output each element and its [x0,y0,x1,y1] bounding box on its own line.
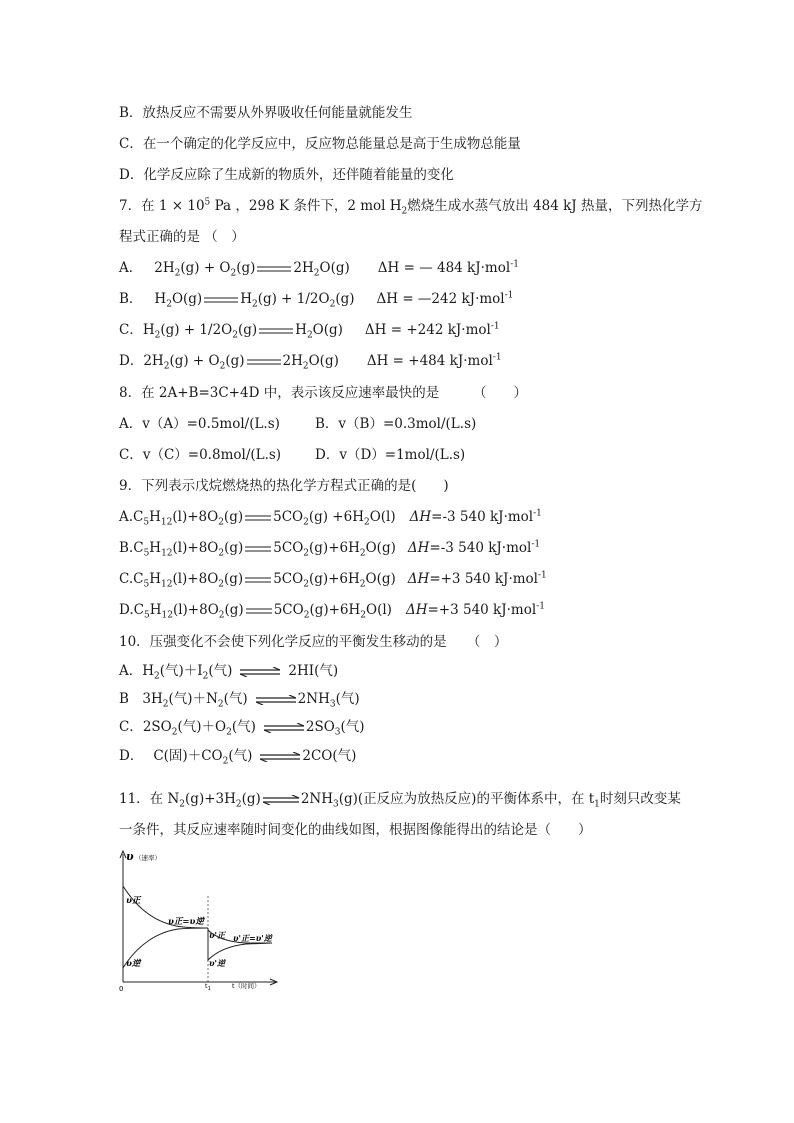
q10-option-a: A．$H_2$(气)$+I_2$(气) 2HI(气) [119,663,339,682]
t1-label: $t_1$ [205,982,211,992]
equilibrium-arrow-icon [260,752,300,762]
y-axis-label: υ [126,850,134,863]
q6-option-d: D．化学反应除了生成新的物质外，还伴随着能量的变化 [119,167,454,183]
origin-label: 0 [119,985,124,993]
q9-option-a: $A.C_5H_{12}(l)+8O_2(g)$ $5CO_2(g) +6H_2O(l)$ ΔH=-3 540 kJ·mol$^{-1}$ [119,508,542,528]
equals-arrow-icon [245,514,271,522]
q8-stem: 8．在 2A+B=3C+4D 中，表示该反应速率最快的是 （ ） [119,385,527,401]
equilibrium-arrow-icon [263,795,299,805]
equilibrium-arrow-icon [264,723,304,733]
equals-arrow-icon [247,358,281,366]
q7-stem-cont: 程式正确的是 （ ） [119,229,245,245]
q9-option-d: $D.C_5H_{12}(l)+8O_2(g)$ $5CO_2(g)+6H_2O(l)$ ΔH=+3 540 kJ·mol$^{-1}$ [119,601,545,621]
equals-arrow-icon [246,607,272,615]
q7-option-a: A． $2H_2(g) + O_2(g)$ $2H_2O(g) \Delta H$ = — 484 kJ·mol$^{-1}$ [119,259,519,279]
equals-arrow-icon [204,296,238,304]
q8-option-a: A．v（A）=0.5mol/(L.s) [119,416,280,432]
equals-arrow-icon [245,545,271,553]
q8-option-d: D．v（D）=1mol/(L.s) [315,447,466,463]
v-reverse-label: υ逆 [126,959,141,969]
q11-stem-cont: 一条件，其反应速率随时间变化的曲线如图，根据图像能得出的结论是（ ） [119,822,592,838]
v-equal-prime-label: υ'正=υ'逆 [233,933,272,943]
q6-option-b: B．放热反应不需要从外界吸收任何能量就能发生 [119,105,413,121]
equilibrium-arrow-icon [256,695,296,705]
q9-stem: 9．下列表示戊烷燃烧热的热化学方程式正确的是( ) [119,478,449,494]
y-axis-unit: （速率） [135,854,161,862]
v-forward-label: υ正 [126,896,141,906]
q11-stem: 11．在 $N_2(g)+3H_2(g)$ $2NH_3(g)$(正反应为放热反应)的平衡体系中，在 $t_1$时刻只改变某 [119,791,681,810]
q10-option-b: B $3H_2$(气)$+N_2$(气) $2NH_3$(气) [119,691,360,710]
q8-option-b: B．v（B）=0.3mol/(L.s) [315,416,477,432]
equals-arrow-icon [257,265,291,273]
q10-option-d: D． C(固)$+CO_2$(气) 2CO(气) [119,748,357,767]
q10-option-c: C．$2SO_2$(气)$+O_2$(气) $2SO_3$(气) [119,719,365,738]
rate-time-graph [116,848,286,994]
q7-option-c: C．$H_2(g) + 1/2O_2(g)$ $H_2O(g) \Delta H = +242$ kJ·mol$^{-1}$ [119,321,500,341]
q7-option-d: D．$2H_2(g) + O_2(g)$ $2H_2O(g) \Delta H = +484$ kJ·mol$^{-1}$ [119,352,502,372]
v-equal-label: υ正=υ逆 [168,917,204,927]
equilibrium-arrow-icon [240,667,280,677]
q6-option-c: C．在一个确定的化学反应中，反应物总能量总是高于生成物总能量 [119,136,521,152]
v-reverse-prime-label: υ'逆 [209,958,225,968]
q9-option-c: $C.C_5H_{12}(l)+8O_2(g)$ $5CO_2(g)+6H_2O(g)$ ΔH=+3 540 kJ·mol$^{-1}$ [119,570,547,590]
equals-arrow-icon [245,576,271,584]
v-forward-prime-label: υ'正 [209,930,225,940]
x-axis-label: t（时间） [232,982,261,990]
q8-option-c: C．v（C）=0.8mol/(L.s) [119,447,282,463]
q7-option-b: B． $H_2O(g) H_2(g) + 1/2O_2(g) \Delta H$ = —242 kJ·mol$^{-1}$ [119,290,514,310]
equals-arrow-icon [259,327,293,335]
q10-stem: 10．压强变化不会使下列化学反应的平衡发生移动的是 （ ） [119,634,508,650]
q9-option-b: $B.C_5H_{12}(l)+8O_2(g)$ $5CO_2(g)+6H_2O(g)$ ΔH=-3 540 kJ·mol$^{-1}$ [119,539,541,559]
q7-stem: 7．在 $1 \times 10^5$ Pa ，298 K 条件下，2 mol $H_2$燃烧生成水蒸气放出 484 kJ 热量，下列热化学方 [119,197,703,217]
